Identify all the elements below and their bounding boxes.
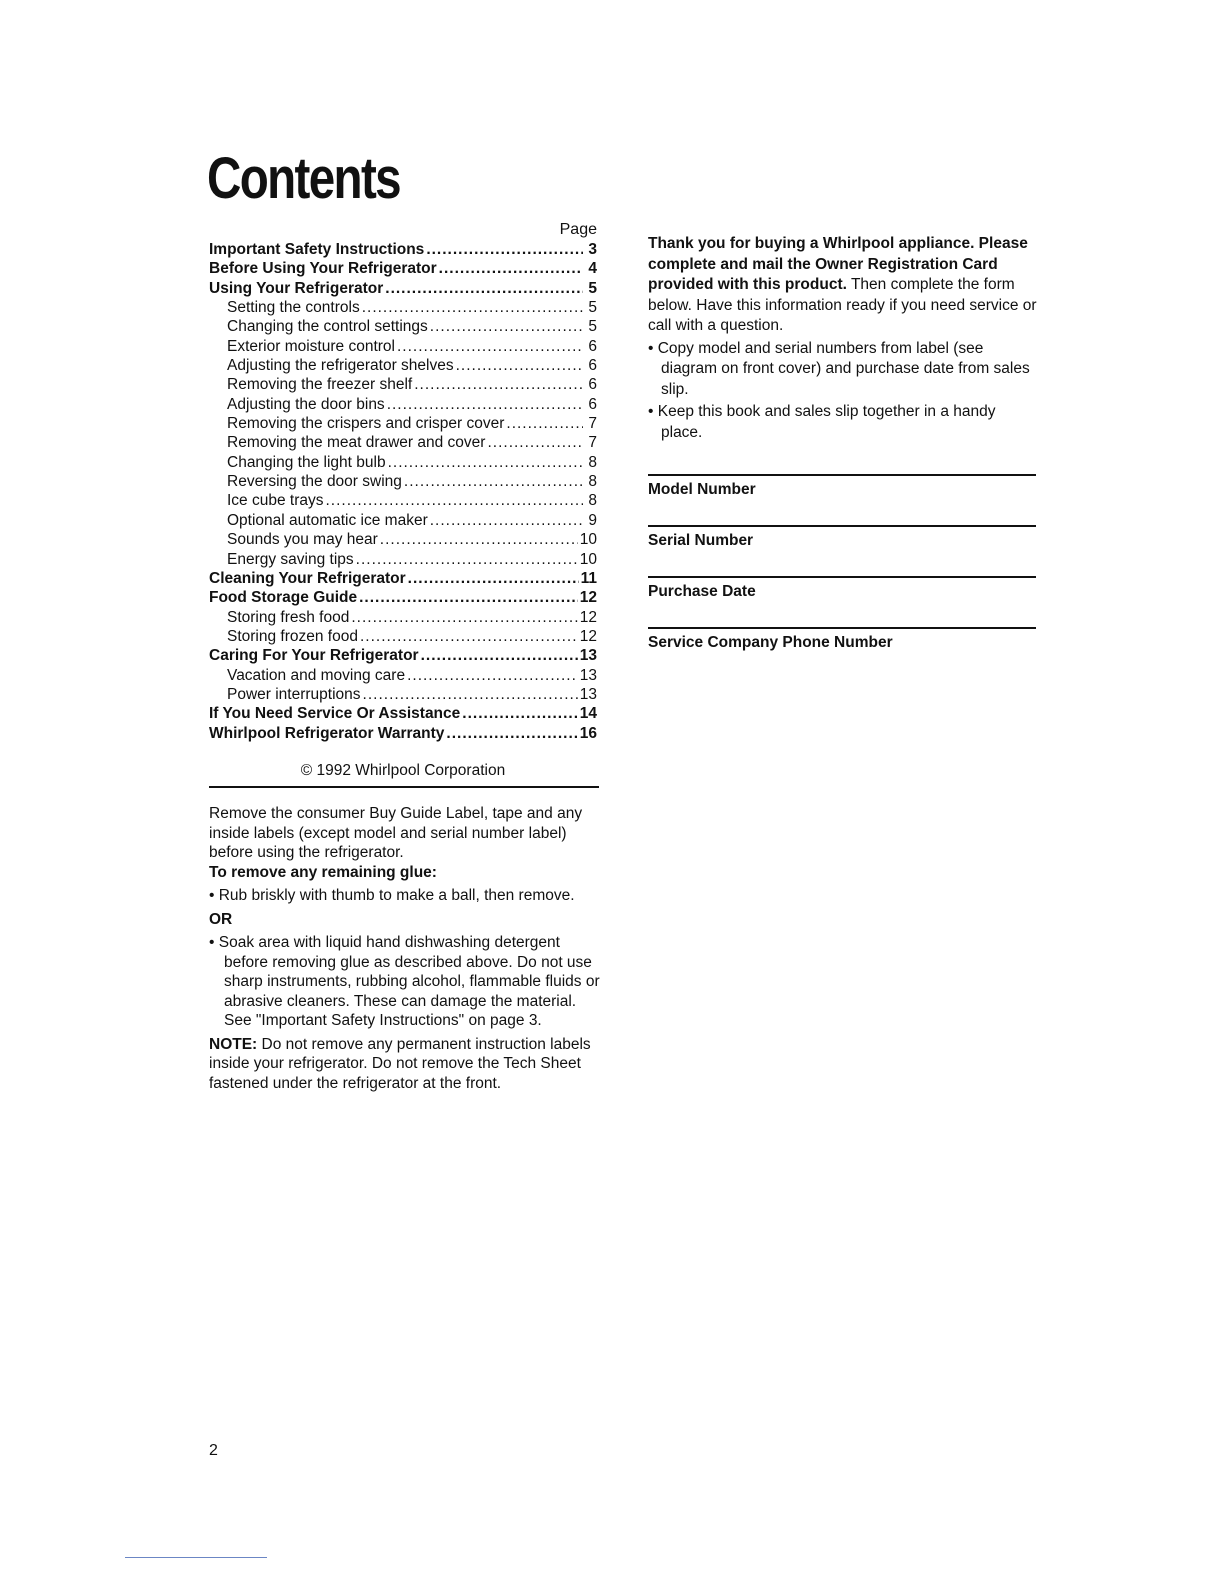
- toc-entry-label: Setting the controls: [227, 299, 360, 317]
- toc-entry-page: 5: [588, 299, 597, 317]
- toc-entry-page: 13: [579, 685, 597, 703]
- toc-leader-dots: [380, 530, 578, 549]
- toc-entry-label: Removing the freezer shelf: [227, 376, 413, 394]
- toc-entry: [209, 375, 597, 394]
- toc-entry-page: 6: [588, 337, 597, 355]
- toc-entry: [209, 337, 597, 356]
- toc-leader-dots: [506, 414, 583, 433]
- toc-entry: [209, 298, 597, 317]
- toc-leader-dots: [456, 356, 583, 375]
- toc-entry: [209, 433, 597, 452]
- toc-entry-page: 13: [579, 647, 597, 665]
- toc-entry: [209, 317, 597, 336]
- toc-entry-page: 5: [588, 318, 597, 336]
- toc-entry-label: Vacation and moving care: [227, 666, 406, 684]
- toc-entry: [209, 511, 597, 530]
- toc-entry-label: Ice cube trays: [227, 492, 324, 510]
- toc-entry-label: Sounds you may hear: [227, 531, 378, 549]
- toc-entry-label: Changing the light bulb: [227, 453, 386, 471]
- toc-leader-dots: [439, 259, 583, 278]
- toc-entry: [209, 588, 597, 607]
- toc-entry-page: 14: [579, 705, 597, 723]
- toc-leader-dots: [426, 240, 583, 259]
- toc-entry-label: Using Your Refrigerator: [209, 279, 384, 297]
- toc-leader-dots: [414, 375, 583, 394]
- toc-entry-label: Whirlpool Refrigerator Warranty: [209, 724, 445, 742]
- toc-entry-label: Important Safety Instructions: [209, 241, 425, 258]
- toc-entry: [209, 550, 597, 569]
- toc-entry: [209, 646, 597, 665]
- glue-heading: To remove any remaining glue:: [209, 863, 437, 881]
- toc-entry-page: 6: [588, 357, 597, 375]
- toc-entry-page: 8: [588, 492, 597, 510]
- toc-entry: [209, 569, 597, 588]
- registration-bullet-2: • Keep this book and sales slip together in a handy place.: [648, 403, 996, 441]
- toc-leader-dots: [407, 666, 578, 685]
- registration-bullet-1-text: Copy model and serial numbers from label (see diagram on front cover) and purchase date from sales slip.: [657, 339, 1030, 398]
- toc-entry-label: Changing the control settings: [227, 318, 428, 336]
- toc-entry: [209, 279, 597, 298]
- toc-entry-page: 12: [579, 589, 597, 607]
- toc-entry: [209, 685, 597, 704]
- label-removal-instructions: [209, 804, 601, 1093]
- toc-entry-label: Removing the crispers and crisper cover: [227, 415, 505, 433]
- toc-entry-page: 4: [588, 260, 597, 278]
- toc-entry-page: 8: [588, 453, 597, 471]
- toc-entry-page: 10: [579, 550, 597, 568]
- toc-entry-label: Reversing the door swing: [227, 473, 402, 491]
- toc-entry: [209, 395, 597, 414]
- intro-paragraph: Remove the consumer Buy Guide Label, tape and any inside labels (except model and serial number label) before using the refrigerator.: [209, 805, 583, 861]
- toc-entry: [209, 666, 597, 685]
- toc-entry-page: 3: [588, 241, 597, 258]
- toc-entry: [209, 453, 597, 472]
- toc-entry-label: Optional automatic ice maker: [227, 511, 428, 529]
- glue-bullet-2: • Soak area with liquid hand dishwashing detergent before removing glue as described above. Do not use sharp instruments, rubbing alcohol, flammable fluids or abrasive cleaners. These can damage the material. See "Important Safety Instructions" on page 3.: [209, 934, 600, 1029]
- service-company-phone-field: Service Company Phone Number: [648, 627, 1036, 653]
- toc-leader-dots: [385, 279, 583, 298]
- registration-bullet-1: • Copy model and serial numbers from label (see diagram on front cover) and purchase date from sales slip.: [648, 339, 1030, 398]
- toc-entry-page: 7: [588, 434, 597, 452]
- registration-bullet-2-text: Keep this book and sales slip together in a handy place.: [657, 403, 996, 441]
- toc-leader-dots: [397, 337, 583, 356]
- toc-leader-dots: [359, 588, 578, 607]
- toc-leader-dots: [351, 608, 577, 627]
- toc-page-column-header: Page: [559, 221, 597, 238]
- page-title: Contents: [207, 146, 400, 211]
- toc-entry: [209, 724, 597, 743]
- toc-leader-dots: [404, 472, 583, 491]
- toc-leader-dots: [326, 491, 584, 510]
- toc-entry-page: 6: [588, 395, 597, 413]
- toc-entry-label: Adjusting the refrigerator shelves: [227, 357, 454, 375]
- toc-entry: [209, 530, 597, 549]
- toc-leader-dots: [362, 298, 583, 317]
- toc-leader-dots: [446, 724, 577, 743]
- note-text: Do not remove any permanent instruction labels inside your refrigerator. Do not remove the Tech Sheet fastened under the refrigerator at the front.: [209, 1035, 591, 1092]
- toc-entry: [209, 608, 597, 627]
- toc-entry-page: 9: [588, 511, 597, 529]
- toc-entry: [209, 356, 597, 375]
- section-divider: [209, 786, 599, 788]
- footer-line: [125, 1557, 267, 1558]
- or-separator: OR: [209, 910, 233, 928]
- toc-entry-page: 11: [580, 569, 597, 587]
- note-label: NOTE:: [209, 1035, 258, 1053]
- toc-leader-dots: [408, 569, 579, 588]
- toc-entry: [209, 414, 597, 433]
- toc-leader-dots: [388, 453, 583, 472]
- toc-entry-label: Food Storage Guide: [209, 589, 358, 607]
- toc-list: [209, 240, 597, 743]
- toc-leader-dots: [360, 627, 578, 646]
- toc-entry-page: 12: [579, 608, 597, 626]
- toc-entry-page: 5: [588, 279, 597, 297]
- page-number: 2: [209, 1442, 218, 1459]
- toc-entry-label: Energy saving tips: [227, 550, 354, 568]
- toc-entry: [209, 472, 597, 491]
- thanks-paragraph: [648, 234, 1040, 337]
- toc-entry: [209, 627, 597, 646]
- toc-entry-page: 12: [579, 627, 597, 645]
- toc-entry-page: 7: [588, 415, 597, 433]
- toc-leader-dots: [387, 395, 583, 414]
- toc-entry-page: 6: [588, 376, 597, 394]
- note-paragraph: [209, 1035, 601, 1094]
- toc-entry-page: 16: [579, 724, 597, 742]
- toc-leader-dots: [421, 646, 578, 665]
- thanks-bold-text: Thank you for buying a Whirlpool appliance. Please complete and mail the Owner Registration Card provided with this product.: [648, 235, 1028, 293]
- toc-entry-label: Before Using Your Refrigerator: [209, 260, 437, 278]
- toc-entry: [209, 259, 597, 278]
- toc-entry: [209, 491, 597, 510]
- toc-entry-page: 10: [579, 531, 597, 549]
- thanks-rest-text: Then complete the form below. Have this information ready if you need service or call with a question.: [648, 276, 1037, 334]
- serial-number-field: Serial Number: [648, 525, 1036, 551]
- registration-info: [648, 234, 1040, 443]
- toc-leader-dots: [430, 511, 583, 530]
- toc-entry-label: If You Need Service Or Assistance: [209, 705, 461, 723]
- glue-bullet-2-text: Soak area with liquid hand dishwashing detergent before removing glue as described above. Do not use sharp instruments, rubbing alcohol, flammable fluids or abrasive cleaners. These can damage the material. See "Important Safety Instructions" on page 3.: [218, 934, 600, 1029]
- toc-entry: [209, 704, 597, 723]
- glue-bullet-1-text: Rub briskly with thumb to make a ball, then remove.: [218, 887, 575, 904]
- copyright-notice: © 1992 Whirlpool Corporation: [300, 762, 506, 779]
- toc-entry-page: 8: [588, 473, 597, 491]
- toc-entry-label: Storing fresh food: [227, 608, 350, 626]
- toc-leader-dots: [430, 317, 583, 336]
- glue-bullet-1: • Rub briskly with thumb to make a ball, then remove.: [209, 887, 575, 904]
- toc-entry-label: Power interruptions: [227, 685, 361, 703]
- toc-leader-dots: [356, 550, 578, 569]
- toc-entry-label: Cleaning Your Refrigerator: [209, 569, 406, 587]
- toc-entry-page: 13: [579, 666, 597, 684]
- toc-leader-dots: [363, 685, 578, 704]
- toc-entry: [209, 240, 597, 259]
- toc-leader-dots: [462, 704, 577, 723]
- toc-leader-dots: [487, 433, 583, 452]
- table-of-contents: [209, 220, 597, 743]
- toc-entry-label: Caring For Your Refrigerator: [209, 647, 419, 665]
- toc-entry-label: Removing the meat drawer and cover: [227, 434, 486, 452]
- purchase-date-field: Purchase Date: [648, 576, 1036, 602]
- toc-entry-label: Adjusting the door bins: [227, 395, 385, 413]
- model-number-field: Model Number: [648, 474, 1036, 500]
- toc-entry-label: Exterior moisture control: [227, 337, 395, 355]
- toc-entry-label: Storing frozen food: [227, 627, 358, 645]
